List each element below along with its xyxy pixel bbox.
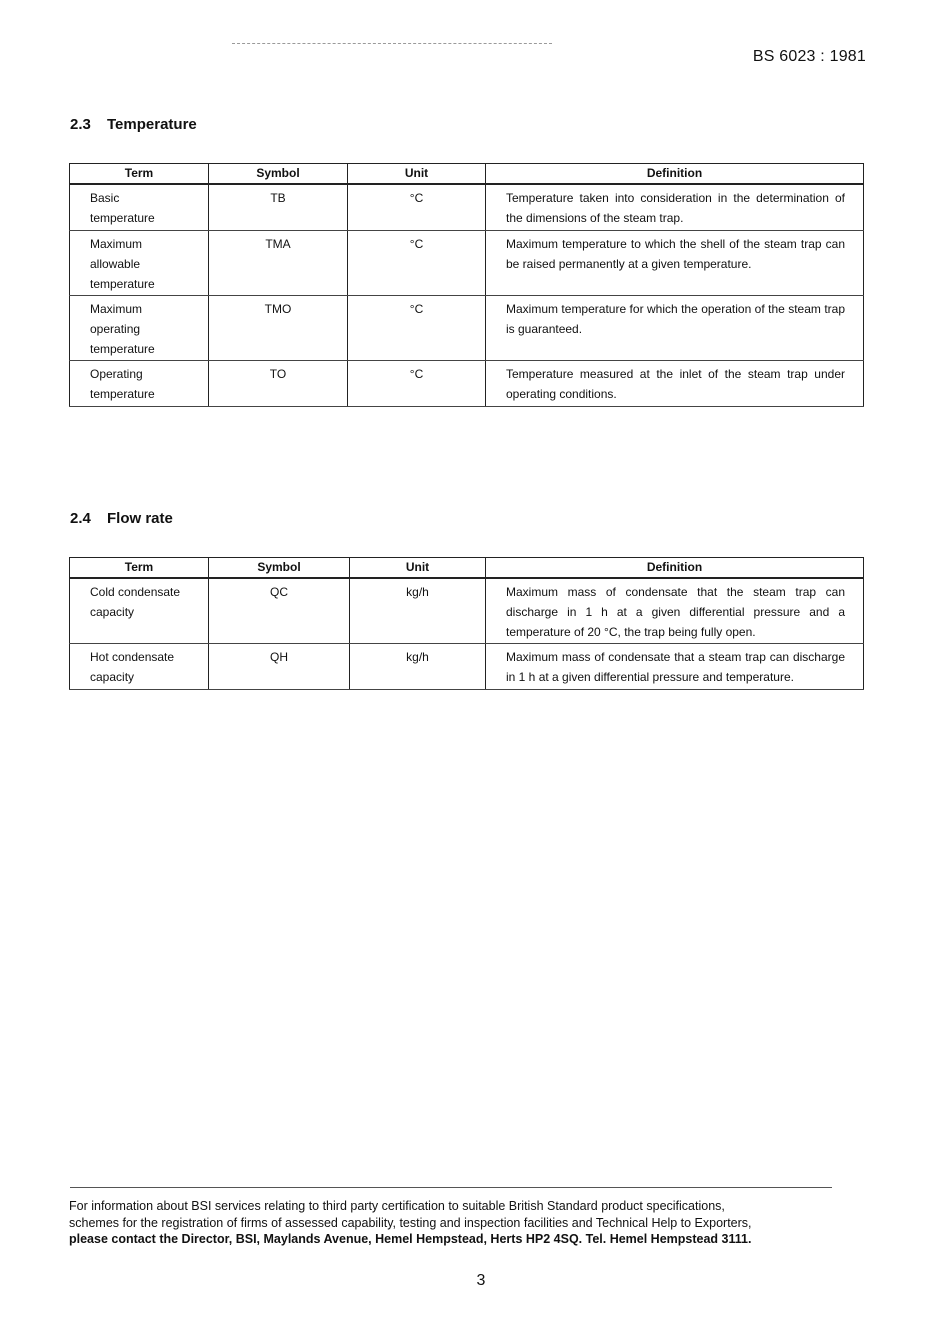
column-header-term: Term — [70, 164, 209, 185]
footer-line: schemes for the registration of firms of assessed capability, testing and inspection facilities and Technical Help to Exporters, — [69, 1215, 752, 1230]
flow-rate-table — [69, 557, 864, 690]
symbol-cell: TMO — [209, 295, 348, 360]
definition-cell: Temperature taken into consideration in the determination of the dimensions of the steam trap. — [486, 184, 864, 230]
term-cell — [70, 578, 209, 644]
term-text: Maximum operating temperature — [90, 301, 155, 356]
table-header-row — [70, 558, 864, 579]
column-header-definition: Definition — [486, 164, 864, 185]
table-row — [70, 295, 864, 360]
unit-cell: °C — [348, 295, 486, 360]
table-row — [70, 360, 864, 406]
section-number: 2.3 — [70, 116, 91, 133]
column-header-definition: Definition — [486, 558, 864, 579]
unit-cell: °C — [348, 360, 486, 406]
table-row — [70, 184, 864, 230]
symbol-cell: QH — [209, 644, 350, 690]
definition-cell: Temperature measured at the inlet of the steam trap under operating conditions. — [486, 360, 864, 406]
section-heading-flow-rate — [70, 510, 173, 527]
column-header-unit: Unit — [348, 164, 486, 185]
unit-cell: kg/h — [350, 644, 486, 690]
unit-cell: kg/h — [350, 578, 486, 644]
table-row — [70, 230, 864, 295]
page-number: 3 — [476, 1272, 486, 1289]
symbol-cell: TMA — [209, 230, 348, 295]
term-text: Cold condensate capacity — [90, 585, 181, 619]
term-text: Operating temperature — [90, 366, 155, 401]
term-cell — [70, 360, 209, 406]
term-text: Hot condensate capacity — [90, 650, 175, 684]
term-text: Basic temperature — [90, 191, 155, 225]
section-number: 2.4 — [70, 510, 91, 527]
footer-line: For information about BSI services relating to third party certification to suitable British Standard product specifications, — [69, 1199, 725, 1213]
column-header-unit: Unit — [350, 558, 486, 579]
symbol-cell: TB — [209, 184, 348, 230]
table-header-row — [70, 164, 864, 185]
term-cell — [70, 230, 209, 295]
footer-note — [69, 1198, 839, 1248]
term-cell — [70, 644, 209, 690]
definition-cell: Maximum temperature for which the operation of the steam trap is guaranteed. — [486, 295, 864, 360]
definition-cell: Maximum mass of condensate that a steam trap can discharge in 1 h at a given differential pressure and temperature. — [486, 644, 864, 690]
unit-cell: °C — [348, 184, 486, 230]
term-cell — [70, 184, 209, 230]
symbol-cell: QC — [209, 578, 350, 644]
section-heading-temperature — [70, 116, 197, 133]
table-row — [70, 644, 864, 690]
temperature-table — [69, 163, 864, 407]
definition-cell: Maximum mass of condensate that the steam trap can discharge in 1 h at a given differential pressure and a temperature of 20 °C, the trap being fully open. — [486, 578, 864, 644]
footer-rule — [70, 1187, 832, 1188]
section-title: Temperature — [107, 116, 197, 133]
column-header-term: Term — [70, 558, 209, 579]
column-header-symbol: Symbol — [209, 164, 348, 185]
footer-line: please contact the Director, BSI, Maylands Avenue, Hemel Hempstead, Herts HP2 4SQ. Tel. Hemel Hempstead 3111. — [69, 1232, 752, 1246]
section-title: Flow rate — [107, 510, 173, 527]
header-rule — [232, 43, 552, 44]
table-row — [70, 578, 864, 644]
standard-number: BS 6023 : 1981 — [752, 48, 866, 65]
definition-cell: Maximum temperature to which the shell of the steam trap can be raised permanently at a given temperature. — [486, 230, 864, 295]
term-cell — [70, 295, 209, 360]
symbol-cell: TO — [209, 360, 348, 406]
unit-cell: °C — [348, 230, 486, 295]
term-text: Maximum allowable temperature — [90, 236, 155, 291]
column-header-symbol: Symbol — [209, 558, 350, 579]
